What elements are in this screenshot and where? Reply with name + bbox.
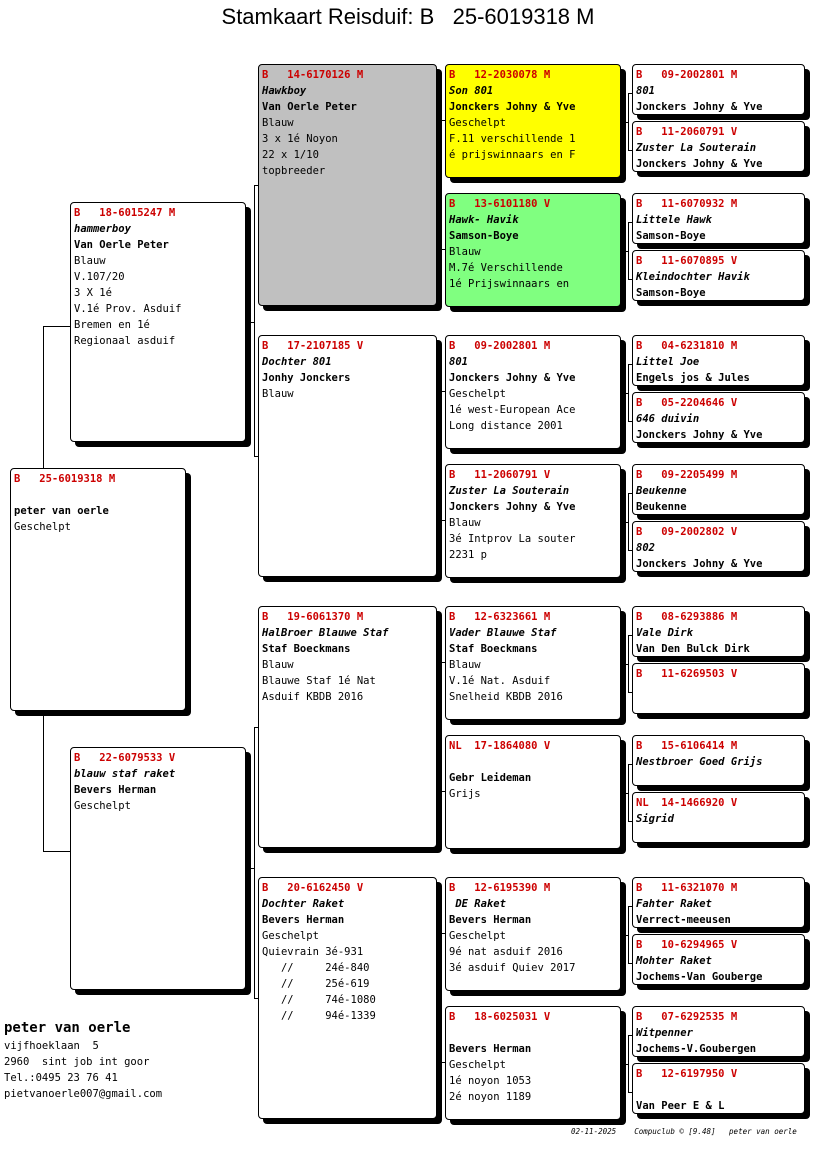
detail-line: Blauw [449,659,481,671]
owner-name: Van Oerle Peter [74,239,169,251]
connector-line [43,711,44,851]
ring-number: B 17-2107185 V [262,340,364,352]
pigeon-card-g16 [632,1063,805,1114]
connector-line [628,93,632,94]
connector-line [43,326,44,468]
ring-number: B 10-6294965 V [636,939,738,951]
owner-name: Engels jos & Jules [636,372,750,384]
detail-line: 2231 p [449,549,487,561]
detail-line: Geschelpt [74,800,131,812]
owner-name: Van Oerle Peter [262,101,357,113]
owner-name: peter van oerle [4,1020,131,1036]
ring-number: B 04-6231810 M [636,340,738,352]
pigeon-card-g4 [632,250,805,301]
detail-line: 3 X 1é [74,287,112,299]
ring-number: B 11-6070895 V [636,255,738,267]
detail-line: V.1é Nat. Asduif [449,675,551,687]
detail-line: V.1é Prov. Asduif [74,303,182,315]
connector-line [628,1035,632,1036]
connector-line [628,906,632,907]
ring-number: B 07-6292535 M [636,1011,738,1023]
connector-line [437,456,441,457]
owner-name: Verrect-meeusen [636,914,731,926]
detail-line: M.7é Verschillende [449,262,563,274]
ring-number: B 11-6321070 M [636,882,738,894]
detail-line: // 94é-1339 [262,1010,376,1022]
connector-line [254,998,258,999]
detail-line: Geschelpt [449,1059,506,1071]
owner-name [636,827,801,843]
pigeon-card-g12 [632,792,805,843]
detail-line: Geschelpt [262,930,319,942]
detail-line: Blauw [262,659,294,671]
connector-line [441,391,445,392]
pigeon-name: Beukenne [636,485,687,497]
detail-line: Blauw [262,388,294,400]
ring-number: B 19-6061370 M [262,611,364,623]
ring-number: NL 14-1466920 V [636,797,738,809]
detail-line: F.11 verschillende 1 [449,133,576,145]
pigeon-name [636,682,801,698]
connector-line [441,249,445,250]
pigeon-name [14,487,182,503]
connector-line [441,662,442,791]
ring-number: B 09-2002801 M [636,69,738,81]
owner-phone: Tel.:0495 23 76 41 [4,1072,118,1084]
connector-line [437,998,441,999]
connector-line [621,393,628,394]
detail-line: Bremen en 1é [74,319,150,331]
detail-line: Quievrain 3é-931 [262,946,364,958]
pigeon-card-mfm [445,735,621,849]
ring-number: B 12-6195390 M [449,882,551,894]
owner-name: Bevers Herman [262,914,345,926]
pigeon-card-g5 [632,335,805,386]
pigeon-name: Dochter 801 [262,356,332,368]
detail-line: Geschelpt [449,388,506,400]
ring-number: B 09-2205499 M [636,469,738,481]
detail-line: Blauw [449,517,481,529]
connector-line [628,635,629,692]
owner-name: Jonckers Johny & Yve [636,158,763,170]
detail-line: // 74é-1080 [262,994,376,1006]
pigeon-card-g10 [632,663,805,714]
connector-line [628,1092,632,1093]
owner-name: Bevers Herman [449,1043,532,1055]
owner-name: Jonhy Jonckers [262,372,351,384]
pigeon-name: Fahter Raket [636,898,712,910]
pigeon-card-g8 [632,521,805,572]
pigeon-name: 801 [636,85,655,97]
pigeon-card-mm [258,877,437,1119]
ring-number: B 15-6106414 M [636,740,738,752]
connector-line [621,1064,628,1065]
detail-line: 22 x 1/10 [262,149,319,161]
connector-line [628,493,632,494]
detail-line: Geschelpt [14,521,71,533]
pigeon-name: Zuster La Souterain [636,142,757,154]
connector-line [621,664,628,665]
connector-line [441,391,442,520]
pigeon-card-g6 [632,392,805,443]
owner-name: Jonckers Johny & Yve [636,101,763,113]
pigeon-name: Littele Hawk [636,214,712,226]
connector-line [254,727,255,998]
pigeon-card-mmf [445,877,621,991]
pigeon-card-ffm [445,193,621,307]
detail-line: Snelheid KBDB 2016 [449,691,563,703]
ring-number: B 11-6269503 V [636,668,738,680]
owner-name [636,698,801,714]
connector-line [621,522,628,523]
owner-city: 2960 sint job int goor [4,1056,150,1068]
pigeon-name: Son 801 [449,85,494,97]
connector-line [628,93,629,150]
pigeon-card-subject [10,468,186,711]
connector-line [628,692,632,693]
connector-line [628,150,632,151]
owner-name: Jonckers Johny & Yve [449,501,576,513]
pigeon-name: Sigrid [636,813,674,825]
ring-number: B 05-2204646 V [636,397,738,409]
detail-line: Grijs [449,788,481,800]
pigeon-name: DE Raket [449,898,506,910]
detail-line: 1é west-European Ace [449,404,576,416]
page-title: Stamkaart Reisduif: B 25-6019318 M [221,4,595,29]
connector-line [628,764,632,765]
connector-line [441,791,445,792]
pigeon-name: Littel Joe [636,356,700,368]
connector-line [246,322,254,323]
detail-line: V.107/20 [74,271,125,283]
ring-number: B 12-2030078 M [449,69,551,81]
connector-line [621,251,628,252]
pigeon-card-g2 [632,121,805,172]
detail-line: é prijswinnaars en F [449,149,576,161]
connector-line [628,963,632,964]
detail-line: Geschelpt [449,117,506,129]
owner-name: Samson-Boye [636,287,706,299]
owner-name: Beukenne [636,501,687,513]
connector-line [441,520,445,521]
detail-line: topbreeder [262,165,326,177]
pigeon-card-g3 [632,193,805,244]
pigeon-name: HalBroer Blauwe Staf [262,627,389,639]
connector-line [43,326,70,327]
ring-number: B 11-6070932 M [636,198,738,210]
detail-line: 9é nat asduif 2016 [449,946,563,958]
detail-line: Asduif KBDB 2016 [262,691,364,703]
connector-line [628,821,632,822]
detail-line: 2é noyon 1189 [449,1091,532,1103]
pigeon-name: Hawk- Havik [449,214,519,226]
ring-number: B 25-6019318 M [14,473,116,485]
pigeon-name: blauw staf raket [74,768,176,780]
connector-line [437,727,441,728]
connector-line [628,421,632,422]
connector-line [621,793,628,794]
pigeon-card-g13 [632,877,805,928]
ring-number: B 18-6025031 V [449,1011,551,1023]
ring-number: B 12-6323661 M [449,611,551,623]
pigeon-card-father [70,202,246,442]
owner-name: Van Peer E & L [636,1100,725,1112]
pigeon-card-ff [258,64,437,306]
connector-line [628,493,629,550]
connector-line [254,456,258,457]
ring-number: B 13-6101180 V [449,198,551,210]
ring-number: NL 17-1864080 V [449,740,551,752]
pigeon-name: Hawkboy [262,85,307,97]
detail-line: 1é noyon 1053 [449,1075,532,1087]
ring-number: B 08-6293886 M [636,611,738,623]
connector-line [628,635,632,636]
pigeon-name: 646 duivin [636,413,700,425]
owner-name: Jonckers Johny & Yve [449,101,576,113]
connector-line [621,122,628,123]
pigeon-name: Nestbroer Goed Grijs [636,756,763,768]
pigeon-card-mmm [445,1006,621,1120]
pigeon-name: Vader Blauwe Staf [449,627,557,639]
pigeon-name: 801 [449,356,468,368]
owner-name: Bevers Herman [74,784,157,796]
pigeon-name: Dochter Raket [262,898,345,910]
pigeon-name [449,754,617,770]
connector-line [628,364,629,421]
owner-name [636,770,801,786]
pigeon-card-g7 [632,464,805,515]
connector-line [254,185,255,456]
connector-line [628,222,629,279]
connector-line [441,933,442,1062]
pigeon-card-g1 [632,64,805,115]
connector-line [254,185,258,186]
ring-number: B 18-6015247 M [74,207,176,219]
connector-line [441,933,445,934]
pigeon-card-fff [445,64,621,178]
detail-line: Regionaal asduif [74,335,176,347]
detail-line: 1é Prijswinnaars en [449,278,570,290]
ring-number: B 09-2002802 V [636,526,738,538]
owner-email: pietvanoerle007@gmail.com [4,1088,163,1100]
connector-line [628,764,629,821]
owner-address: vijfhoeklaan 5 [4,1040,99,1052]
detail-line: // 25é-619 [262,978,370,990]
pigeon-card-g9 [632,606,805,657]
connector-line [628,364,632,365]
owner-name: Jochems-Van Gouberge [636,971,763,983]
pigeon-name: hammerboy [74,223,131,235]
owner-name: Jochems-V.Goubergen [636,1043,757,1055]
pigeon-name: 802 [636,542,655,554]
ring-number: B 11-2060791 V [636,126,738,138]
pigeon-card-fm [258,335,437,577]
detail-line: Blauwe Staf 1é Nat [262,675,376,687]
pigeon-card-fmm [445,464,621,578]
connector-line [628,906,629,963]
owner-block [4,1018,162,1102]
pigeon-card-mother [70,747,246,990]
owner-name: Bevers Herman [449,914,532,926]
connector-line [628,1035,629,1092]
connector-line [441,662,445,663]
pigeon-name: Zuster La Souterain [449,485,570,497]
owner-name: peter van oerle [14,505,109,517]
detail-line: // 24é-840 [262,962,370,974]
pigeon-card-g11 [632,735,805,786]
pigeon-name: Kleindochter Havik [636,271,750,283]
detail-line: 3 x 1é Noyon [262,133,338,145]
connector-line [628,222,632,223]
owner-name: Samson-Boye [636,230,706,242]
connector-line [621,935,628,936]
detail-line: 3é asduif Quiev 2017 [449,962,576,974]
footer-credit: 02-11-2025 Compuclub © [9.48] peter van oerle [571,1127,797,1136]
owner-name: Staf Boeckmans [449,643,538,655]
pigeon-card-mf [258,606,437,848]
ring-number: B 14-6170126 M [262,69,364,81]
pigeon-card-fmf [445,335,621,449]
pigeon-name: Witpenner [636,1027,693,1039]
pigeon-card-g15 [632,1006,805,1057]
ring-number: B 20-6162450 V [262,882,364,894]
owner-name: Jonckers Johny & Yve [636,558,763,570]
connector-line [43,851,70,852]
ring-number: B 12-6197950 V [636,1068,738,1080]
connector-line [628,550,632,551]
pigeon-card-mff [445,606,621,720]
ring-number: B 11-2060791 V [449,469,551,481]
pigeon-name [636,1082,801,1098]
detail-line: Blauw [262,117,294,129]
pigeon-name [449,1025,617,1041]
detail-line: Geschelpt [449,930,506,942]
detail-line: Long distance 2001 [449,420,563,432]
owner-name: Jonckers Johny & Yve [636,429,763,441]
ring-number: B 09-2002801 M [449,340,551,352]
connector-line [441,120,442,249]
detail-line: Blauw [74,255,106,267]
owner-name: Gebr Leideman [449,772,532,784]
connector-line [437,185,441,186]
owner-name: Van Den Bulck Dirk [636,643,750,655]
detail-line: 3é Intprov La souter [449,533,576,545]
connector-line [246,868,254,869]
connector-line [628,279,632,280]
connector-line [441,1062,445,1063]
pigeon-name: Vale Dirk [636,627,693,639]
ring-number: B 22-6079533 V [74,752,176,764]
owner-name: Samson-Boye [449,230,519,242]
detail-line: Blauw [449,246,481,258]
connector-line [254,727,258,728]
connector-line [441,120,445,121]
pigeon-name: Mohter Raket [636,955,712,967]
pigeon-card-g14 [632,934,805,985]
owner-name: Jonckers Johny & Yve [449,372,576,384]
owner-name: Staf Boeckmans [262,643,351,655]
